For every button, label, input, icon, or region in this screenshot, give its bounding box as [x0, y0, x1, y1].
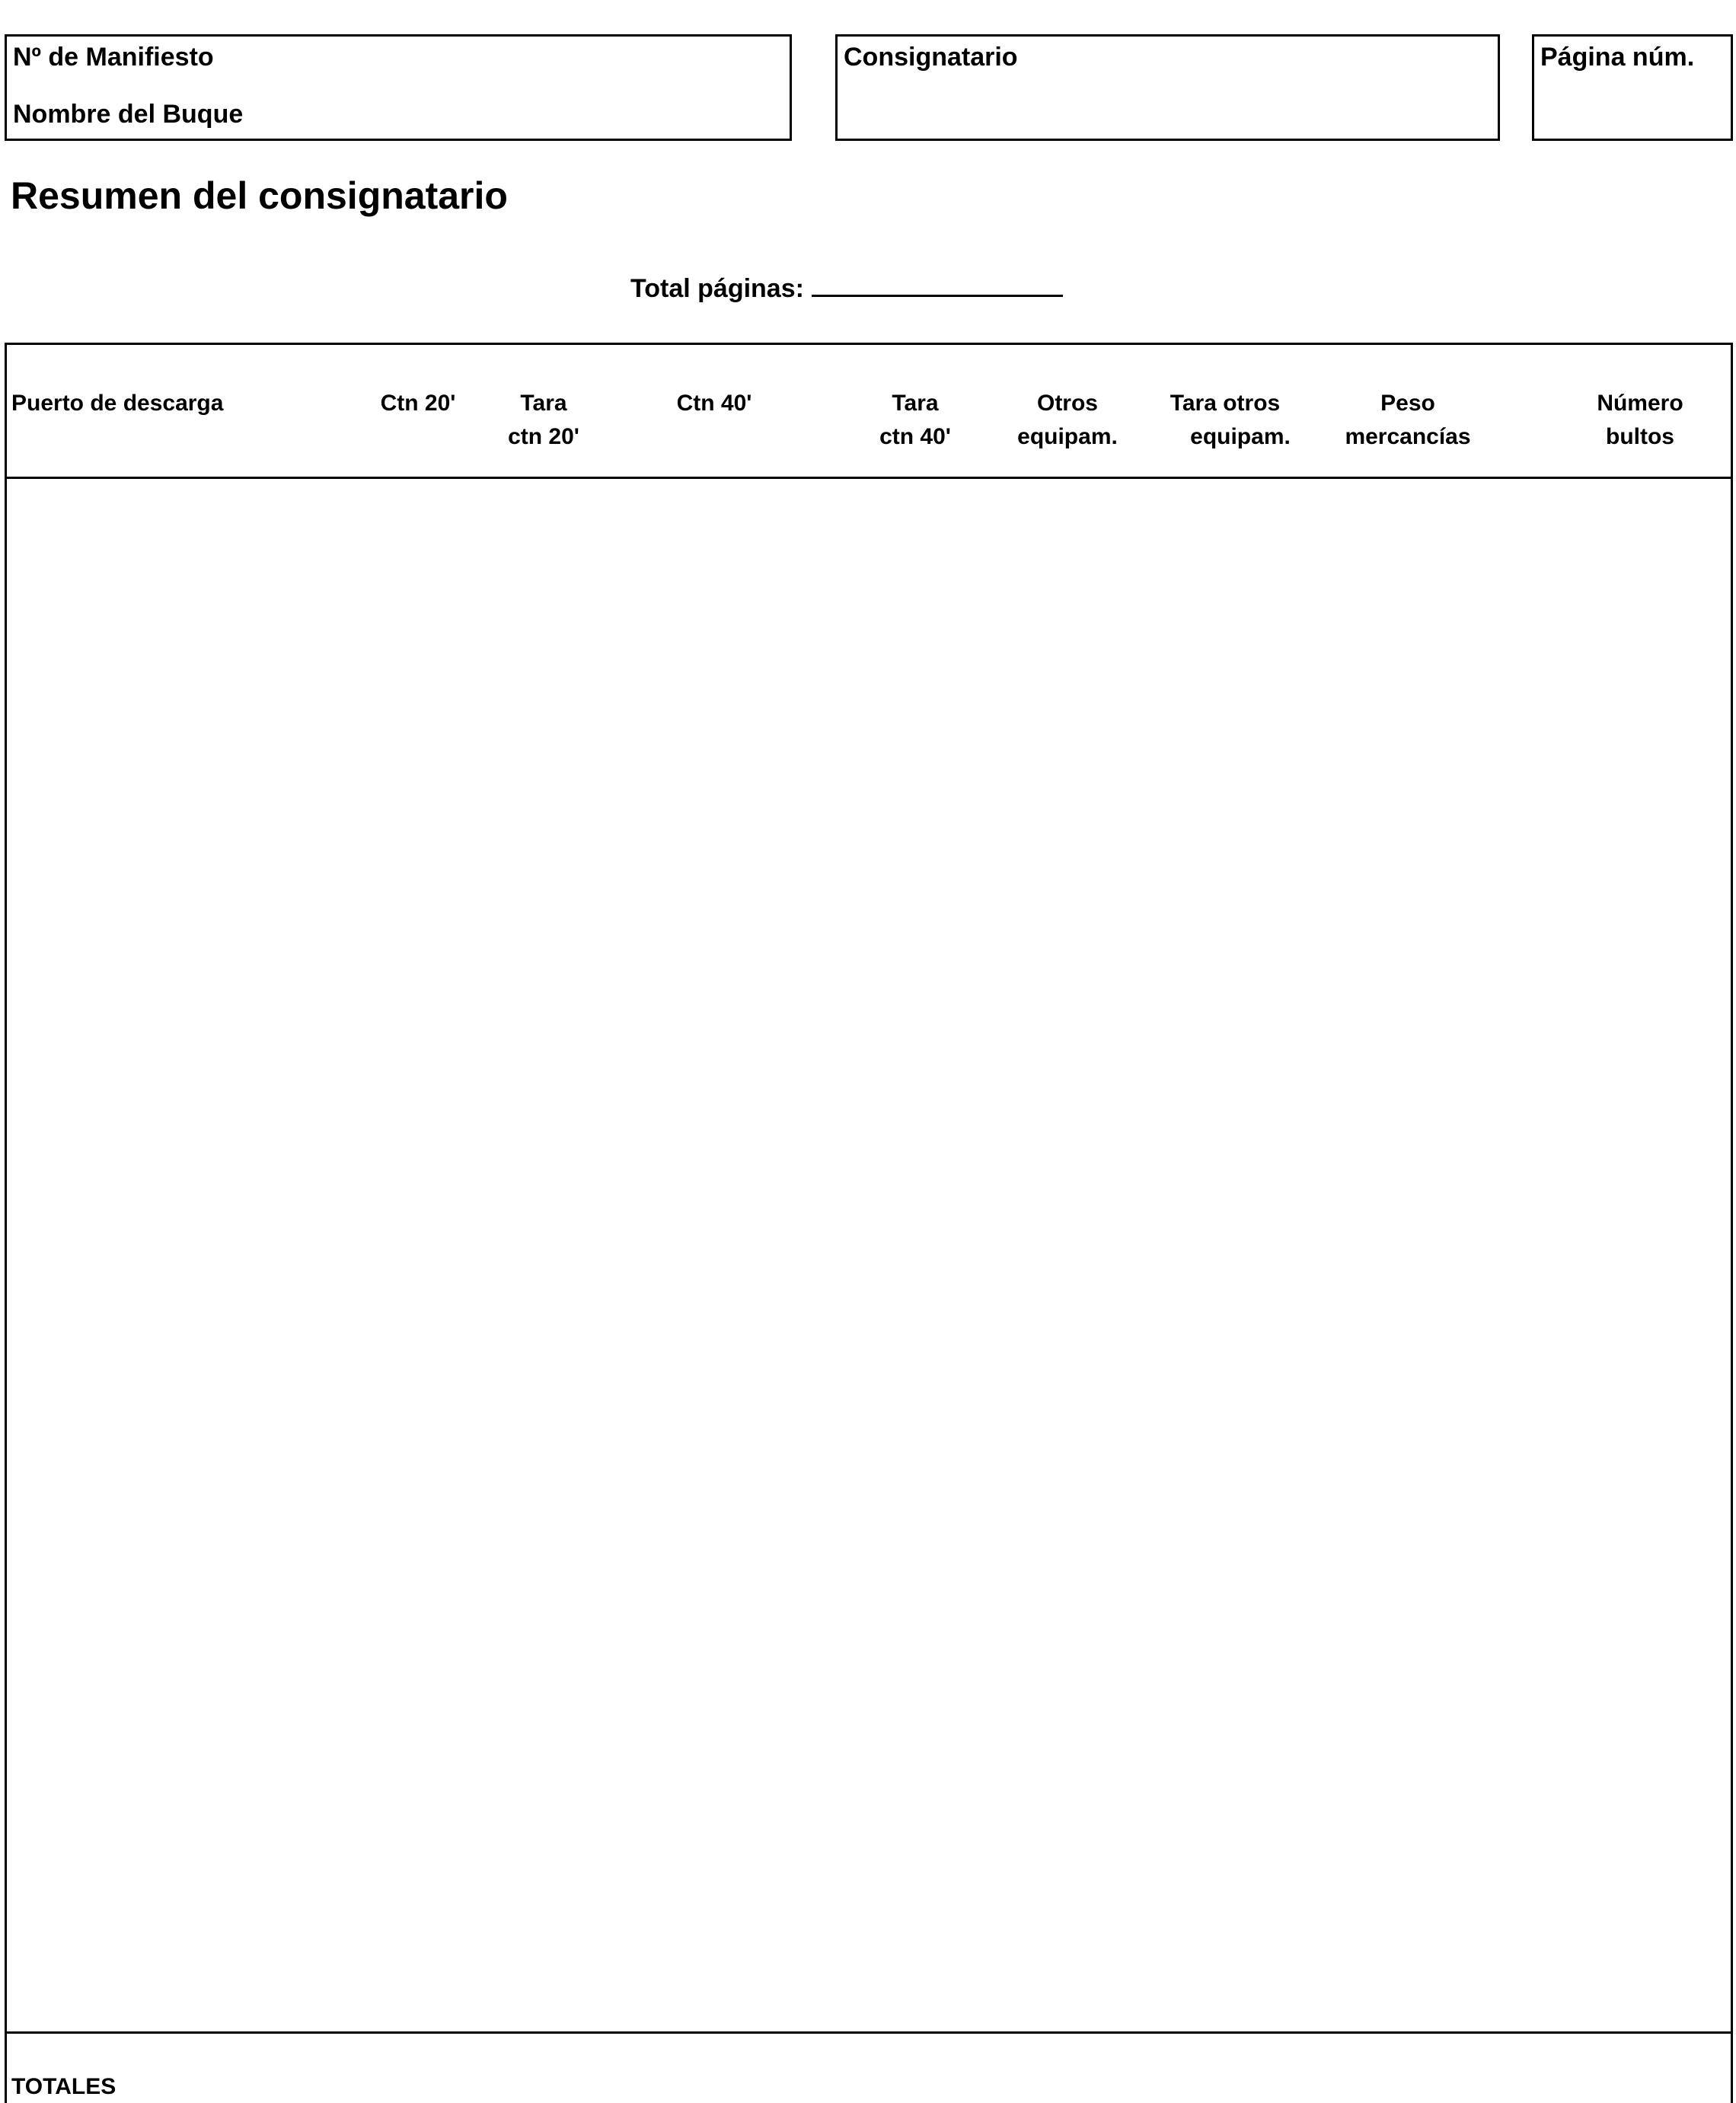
- column-header-package-count-line2: bultos: [1606, 424, 1674, 449]
- column-header-ctn40-line1: Ctn 40': [676, 391, 752, 416]
- column-header-tare-other-equipment-line2: equipam.: [1190, 424, 1291, 449]
- column-header-tare-ctn40-line2: ctn 40': [879, 424, 951, 449]
- column-header-package-count-line1: Número: [1597, 391, 1683, 416]
- column-header-ctn20: [372, 387, 464, 420]
- column-header-tare-ctn40: [866, 387, 965, 454]
- column-header-goods-weight: [1332, 387, 1484, 454]
- column-header-package-count: [1575, 387, 1705, 454]
- totals-divider: [7, 2031, 1731, 2034]
- total-pages-field: [630, 276, 1063, 302]
- column-header-tare-ctn20-line1: Tara: [520, 391, 567, 416]
- column-header-goods-weight-line1: Peso: [1380, 391, 1435, 416]
- total-pages-label: Total páginas:: [630, 274, 804, 303]
- page-number-box: [1532, 34, 1733, 141]
- column-header-other-equipment-line1: Otros: [1036, 391, 1098, 416]
- page-number-label: Página núm.: [1540, 43, 1695, 72]
- total-pages-blank-line: [812, 294, 1063, 297]
- vessel-name-label: Nombre del Buque: [13, 100, 244, 129]
- column-header-tare-other-equipment-line1: Tara otros: [1170, 391, 1281, 416]
- column-header-ctn40: [665, 387, 764, 420]
- column-header-other-equipment: [1010, 387, 1125, 454]
- column-header-tare-ctn20-line2: ctn 20': [508, 424, 579, 449]
- column-header-port: [11, 387, 223, 420]
- totals-label: TOTALES: [11, 2074, 116, 2099]
- consignee-box: [835, 34, 1500, 141]
- column-header-ctn20-line1: Ctn 20': [380, 391, 456, 416]
- column-header-goods-weight-line2: mercancías: [1345, 424, 1471, 449]
- column-header-tare-other-equipment: [1149, 387, 1301, 454]
- column-header-port-line1: Puerto de descarga: [11, 391, 224, 416]
- header-divider: [7, 477, 1731, 479]
- column-header-tare-ctn40-line1: Tara: [892, 391, 939, 416]
- consignee-label: Consignatario: [844, 43, 1018, 72]
- manifest-vessel-box: [5, 34, 792, 141]
- column-header-tare-ctn20: [494, 387, 593, 454]
- summary-table: [5, 343, 1733, 2103]
- page-title: Resumen del consignatario: [11, 174, 508, 217]
- column-header-other-equipment-line2: equipam.: [1017, 424, 1118, 449]
- manifest-number-label: Nº de Manifiesto: [13, 43, 214, 72]
